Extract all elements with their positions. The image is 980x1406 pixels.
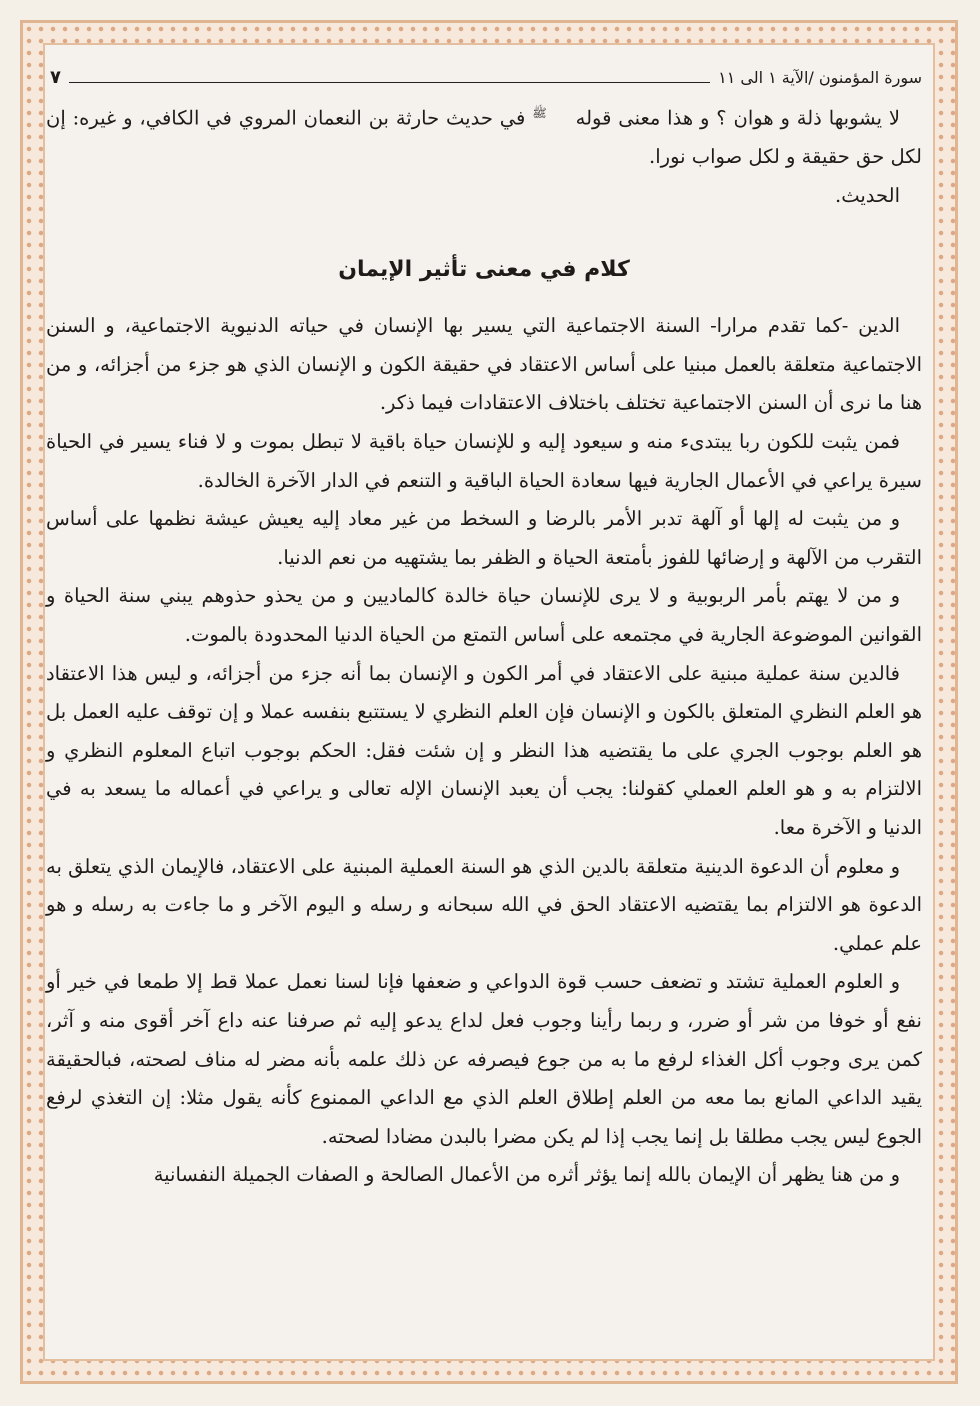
intro-text-after: في حديث حارثة بن النعمان المروي في الكافي، و غيره: إن لكل حق حقيقة و لكل صواب نورا. bbox=[46, 106, 922, 169]
body-paragraph: و معلوم أن الدعوة الدينية متعلقة بالدين الذي هو السنة العملية المبنية على الاعتقاد، فالإيمان الذي يتعلق به الدعوة هو الالتزام بما يقتضيه الاعتقاد الحق في الله سبحانه و رسله و اليوم الآخر و ما جاءت به رسله و هو علم عملي. bbox=[46, 854, 922, 955]
page-number: ٧ bbox=[50, 66, 61, 88]
closing-word: الحديث. bbox=[835, 183, 900, 207]
salawat-mark: ﷺ bbox=[532, 106, 547, 120]
body-paragraph: الدين -كما تقدم مرارا- السنة الاجتماعية التي يسير بها الإنسان في حياته الدنيوية الاجتماعية، و السنن الاجتماعية متعلقة بالعمل مبنيا على أساس الاعتقاد في حقيقة الكون و الإنسان الذي هو جزء من أجزائه، و من هنا ما نرى أن السنن الاجتماعية تختلف باختلاف الاعتقادات فيما ذكر. bbox=[46, 314, 922, 415]
intro-paragraph bbox=[46, 94, 922, 177]
body-paragraph: و من يثبت له إلها أو آلهة تدبر الأمر بالرضا و السخط من غير معاد إليه يعيش عيشة نظمها على أساس التقرب من الآلهة و إرضائها للفوز بأمتعة الحياة و الظفر بما يشتهيه من نعم الدنيا. bbox=[46, 507, 922, 569]
header-rule bbox=[69, 82, 710, 83]
section-heading: كلام في معنى تأثير الإيمان bbox=[338, 257, 630, 283]
body-paragraph: فالدين سنة عملية مبنية على الاعتقاد في أمر الكون و الإنسان بما أنه جزء من أجزائه، و ليس هذا الاعتقاد هو العلم النظري المتعلق بالكون و الإنسان فإن العلم النظري لا يستتبع بنفسه عملا و إن توقف عليه العمل بل هو العلم بوجوب الجري على ما يقتضيه هذا النظر و إن شئت فقل: الحكم بوجوب اتباع المعلوم النظري و الالتزام به و هو العلم العملي كقولنا: يجب أن يعبد الإنسان الإله تعالى و يراعي في أعماله ما يسعد به في الدنيا و الآخرة معا. bbox=[46, 661, 922, 839]
running-header bbox=[46, 62, 922, 92]
body-paragraph: و من هنا يظهر أن الإيمان بالله إنما يؤثر أثره من الأعمال الصالحة و الصفات الجميلة النفسانية bbox=[153, 1163, 900, 1187]
page-content bbox=[46, 62, 922, 1195]
intro-text-before: لا يشوبها ذلة و هوان ؟ و هذا معنى قوله bbox=[575, 106, 901, 130]
body-paragraph: و العلوم العملية تشتد و تضعف حسب قوة الدواعي و ضعفها فإنا لسنا نعمل عملا قط إلا طمعا في خير أو نفع أو خوفا من شر أو ضرر، و ربما رأينا وجوب فعل لداع يدعو إليه ثم صرفنا عنه داع آخر أقوى منه و آثر، كمن يرى وجوب أكل الغذاء لرفع ما به من جوع فيصرفه عن ذلك علمه بأنه مضر له مناف لصحته، فبالحقيقة يقيد الداعي المانع بما معه من العلم إطلاق العلم الذي مع الداعي الممنوع كأنه يقول مثلا: إن التغذي لرفع الجوع ليس يجب مطلقا بل إنما يجب إذا لم يكن مضرا بالبدن مضادا لصحته. bbox=[46, 970, 922, 1148]
body-paragraph: فمن يثبت للكون ربا يبتدىء منه و سيعود إليه و للإنسان حياة باقية لا تبطل بموت و لا فناء يسير في الحياة سيرة يراعي في الأعمال الجارية فيها سعادة الحياة الباقية و التنعم في الدار الآخرة الخالدة. bbox=[46, 430, 922, 492]
body-paragraph: و من لا يهتم بأمر الربوبية و لا يرى للإنسان حياة خالدة كالماديين و من يحذو حذوهم يبني سنة الحياة و القوانين الموضوعة الجارية في مجتمعه على أساس التمتع من الحياة الدنيا المحدودة بالموت. bbox=[46, 584, 922, 647]
header-title: سورة المؤمنون /الآية ١ الى ١١ bbox=[718, 67, 922, 87]
